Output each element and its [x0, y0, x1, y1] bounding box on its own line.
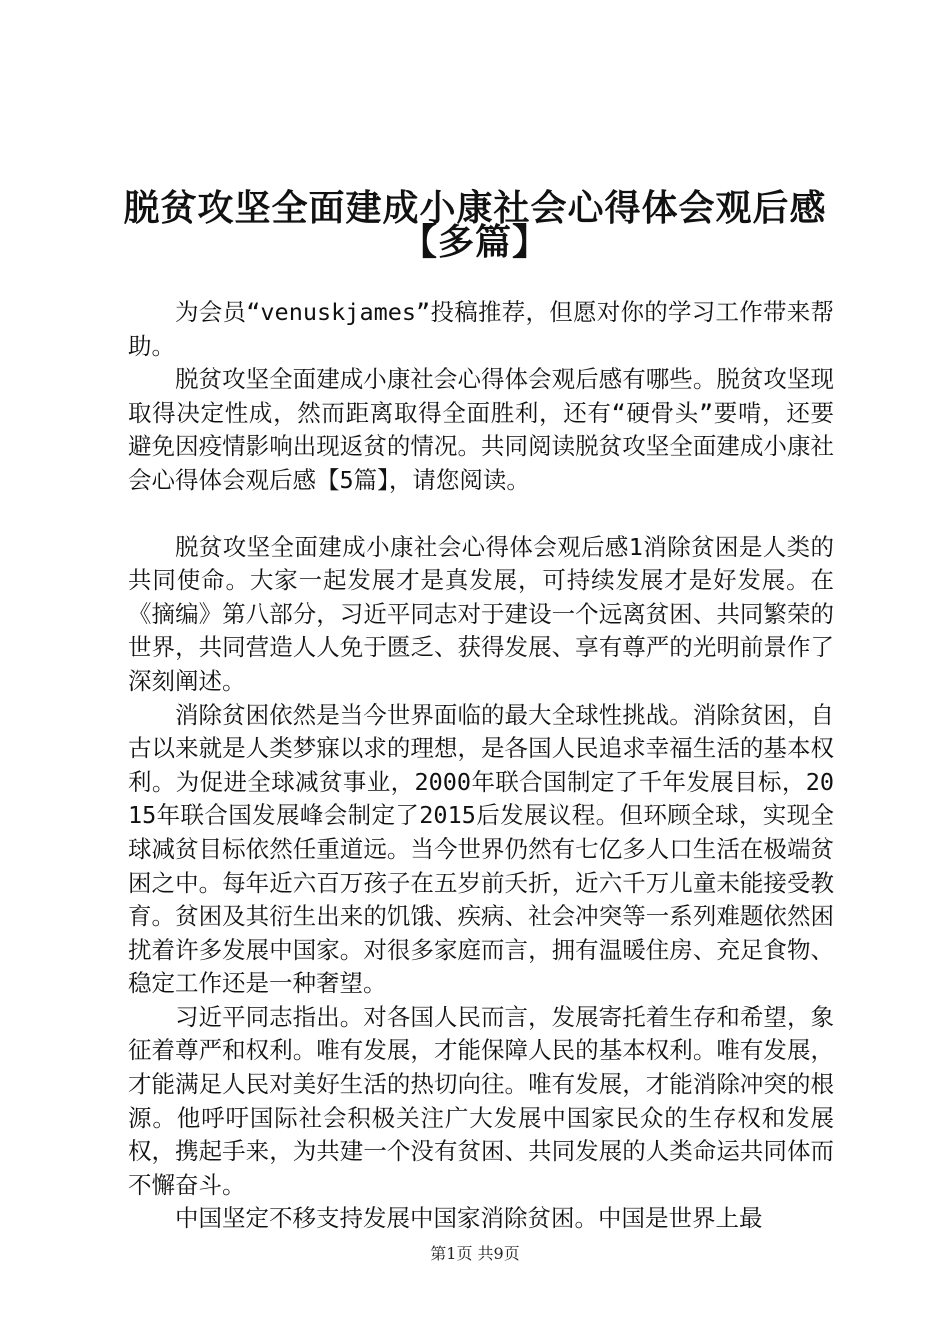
- document-title: 脱贫攻坚全面建成小康社会心得体会观后感: [123, 187, 827, 229]
- document-body: [128, 296, 834, 1236]
- page-number-footer: 第1页 共9页: [430, 1244, 520, 1263]
- paragraph-intro: 为会员“venuskjames”投稿推荐，但愿对你的学习工作带来帮助。: [128, 298, 834, 360]
- paragraph-essay-1: 脱贫攻坚全面建成小康社会心得体会观后感1消除贫困是人类的共同使命。大家一起发展才是真发展，可持续发展才是好发展。在《摘编》第八部分，习近平同志对于建设一个远离贫困、共同繁荣的世界，共同营造人人免于匮乏、获得发展、享有尊严的光明前景作了深刻阐述。: [128, 532, 834, 695]
- paragraph-development-rights: 习近平同志指出。对各国人民而言，发展寄托着生存和希望，象征着尊严和权利。唯有发展，才能保障人民的基本权利。唯有发展，才能满足人民对美好生活的热切向往。唯有发展，才能消除冲突的根源。他呼吁国际社会积极关注广大发展中国家民众的生存权和发展权，携起手来，为共建一个没有贫困、共同发展的人类命运共同体而不懈奋斗。: [128, 1002, 834, 1199]
- paragraph-summary: 脱贫攻坚全面建成小康社会心得体会观后感有哪些。脱贫攻坚现取得决定性成，然而距离取得全面胜利，还有“硬骨头”要啃，还要避免因疫情影响出现返贫的情况。共同阅读脱贫攻坚全面建成小康社会心得体会观后感【5篇】，请您阅读。: [128, 365, 834, 494]
- paragraph-global-poverty: 消除贫困依然是当今世界面临的最大全球性挑战。消除贫困，自古以来就是人类梦寐以求的理想，是各国人民追求幸福生活的基本权利。为促进全球减贫事业，2000年联合国制定了千年发展目标，2015年联合国发展峰会制定了2015后发展议程。但环顾全球，实现全球减贫目标依然任重道远。当今世界仍然有七亿多人口生活在极端贫困之中。每年近六百万孩子在五岁前夭折，近六千万儿童未能接受教育。贫困及其衍生出来的饥饿、疾病、社会冲突等一系列难题依然困扰着许多发展中国家。对很多家庭而言，拥有温暖住房、充足食物、稳定工作还是一种奢望。: [128, 700, 834, 998]
- paragraph-china-support: 中国坚定不移支持发展中国家消除贫困。中国是世界上最: [175, 1204, 763, 1233]
- document-title-suffix: 【多篇】: [400, 221, 549, 263]
